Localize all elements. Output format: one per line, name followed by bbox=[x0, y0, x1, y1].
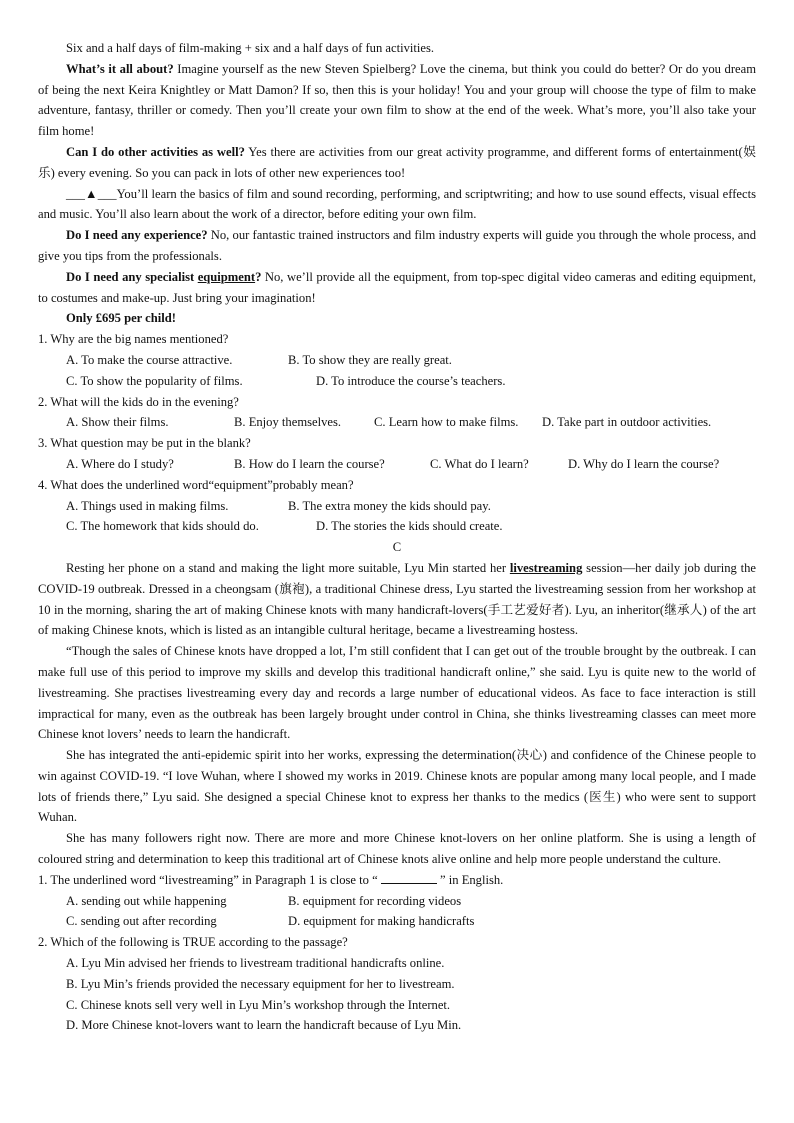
faq-paragraph-4 bbox=[38, 267, 756, 309]
question-item bbox=[38, 870, 756, 932]
underlined-word-equipment: equipment bbox=[197, 269, 256, 284]
faq-heading: Do I need any experience? bbox=[66, 228, 208, 243]
paragraph-text: Resting her phone on a stand and making the light more suitable, Lyu Min started her bbox=[66, 560, 510, 575]
option-list bbox=[38, 953, 756, 1036]
faq-body: Imagine yourself as the new Steven Spielberg? Love the cinema, but think you could do better? Or do you dream of being the next Keira Knightley or Matt Damon? If so, then this is your holiday! You and your group will choose the type of film to make adventure, fantasy, thriller or comedy. Then you’ll create your own film to show at the end of the week. What’s more, you’ll also take your film home! bbox=[38, 61, 756, 139]
answer-blank bbox=[381, 870, 437, 884]
option-a: A. Show their films. bbox=[66, 415, 169, 430]
stem-text: 1. The underlined word “livestreaming” in Paragraph 1 is close to “ bbox=[38, 872, 381, 887]
question-item bbox=[38, 433, 756, 475]
option-d: D. Take part in outdoor activities. bbox=[542, 415, 712, 430]
faq-body: No, we’ll provide all the equipment, from top-spec digital video cameras and editing equipment, to costumes and make-up. Just bring your imagination! bbox=[38, 269, 756, 305]
faq-heading-text: Do I need any specialist bbox=[66, 269, 198, 284]
faq-heading: What’s it all about? bbox=[66, 61, 174, 76]
option-a: A. Lyu Min advised her friends to livestream traditional handicrafts online. bbox=[66, 956, 445, 971]
option-a: A. To make the course attractive. bbox=[66, 352, 233, 367]
option-b: B. equipment for recording videos bbox=[288, 893, 462, 908]
option-c: C. Learn how to make films. bbox=[374, 415, 519, 430]
option-b: B. The extra money the kids should pay. bbox=[288, 498, 491, 513]
option-c: C. The homework that kids should do. bbox=[66, 519, 259, 534]
option-b: B. To show they are really great. bbox=[288, 352, 452, 367]
question-stem: 3. What question may be put in the blank? bbox=[38, 436, 251, 451]
passage-c-paragraph-3: She has integrated the anti-epidemic spirit into her works, expressing the determination(决心) and confidence of the Chinese people to win against COVID-19. “I love Wuhan, where I showed my works in 2019. Chinese knots are popular among many local people, and I made lots of friends there,” Lyu said. She designed a special Chinese knot to express her thanks to the medics (医生) who were sent to support Wuhan. bbox=[38, 748, 756, 825]
faq-heading: Can I do other activities as well? bbox=[66, 144, 245, 159]
faq-heading bbox=[66, 270, 261, 284]
faq-body: No, our fantastic trained instructors and film industry experts will guide you through the whole process, and give you tips from the professionals. bbox=[38, 228, 756, 263]
question-item bbox=[38, 392, 756, 434]
option-b: B. Enjoy themselves. bbox=[234, 415, 342, 430]
stem-text: ” in English. bbox=[436, 872, 504, 887]
option-d: D. equipment for making handicrafts bbox=[288, 914, 475, 929]
option-d: D. More Chinese knot-lovers want to learn the handicraft because of Lyu Min. bbox=[66, 1018, 462, 1033]
exam-page bbox=[38, 38, 756, 1036]
questions-b bbox=[38, 329, 756, 537]
option-d: D. The stories the kids should create. bbox=[316, 519, 503, 534]
passage-c-paragraph-4: She has many followers right now. There are more and more Chinese knot-lovers on her online platform. She is using a length of coloured string and determination to keep this traditional art of Chinese knots alive online and help more people understand the culture. bbox=[38, 831, 756, 867]
question-stem: 1. Why are the big names mentioned? bbox=[38, 332, 229, 347]
question-item bbox=[38, 932, 756, 1036]
faq-paragraph-3 bbox=[38, 225, 756, 267]
faq-body: You’ll learn the basics of film and sound recording, performing, and scriptwriting; and how to use sound effects, visual effects and music. You’ll also learn about the work of a director, before editing your own film. bbox=[38, 186, 757, 222]
question-item bbox=[38, 329, 756, 391]
passage-b bbox=[38, 38, 756, 329]
passage-c bbox=[38, 558, 756, 870]
option-a: A. Where do I study? bbox=[66, 456, 174, 471]
question-stem: 4. What does the underlined word“equipment”probably mean? bbox=[38, 477, 354, 492]
option-row bbox=[38, 412, 756, 433]
underlined-word-livestreaming: livestreaming bbox=[509, 560, 583, 575]
option-c: C. What do I learn? bbox=[430, 456, 529, 471]
option-row bbox=[38, 516, 756, 537]
option-b: B. Lyu Min’s friends provided the necessary equipment for her to livestream. bbox=[66, 976, 455, 991]
section-label-c: C bbox=[392, 540, 402, 555]
faq-paragraph-1 bbox=[38, 59, 756, 142]
option-b: B. How do I learn the course? bbox=[234, 456, 385, 471]
questions-c bbox=[38, 870, 756, 1036]
faq-heading-punct: ? bbox=[255, 269, 262, 284]
question-stem bbox=[38, 870, 756, 891]
option-row bbox=[38, 350, 756, 371]
question-stem: 2. What will the kids do in the evening? bbox=[38, 394, 239, 409]
passage-c-paragraph-1 bbox=[38, 558, 756, 641]
question-stem: 2. Which of the following is TRUE according to the passage? bbox=[38, 935, 348, 950]
faq-paragraph-blank bbox=[38, 184, 756, 226]
price-line: Only £695 per child! bbox=[66, 311, 176, 326]
option-row bbox=[38, 371, 756, 392]
option-d: D. Why do I learn the course? bbox=[568, 456, 720, 471]
option-row bbox=[38, 911, 756, 932]
option-c: C. Chinese knots sell very well in Lyu Min’s workshop through the Internet. bbox=[66, 997, 451, 1012]
option-row bbox=[38, 454, 756, 475]
passage-c-paragraph-2: “Though the sales of Chinese knots have dropped a lot, I’m still confident that I can get out of the trouble brought by the outbreak. I can make full use of this period to improve my skills and develop this traditional handicraft online,” she said. Lyu is quite new to the world of livestreaming. She practises livestreaming every day and records a large number of educational videos. As face to face interaction is still impractical for many, even as the outbreak has been largely brought under control in China, she thinks livestreaming classes can meet more Chinese knot lovers’ needs to learn the handicraft. bbox=[38, 644, 756, 742]
option-row bbox=[38, 496, 756, 517]
blank-marker: ___▲___ bbox=[66, 186, 117, 201]
option-a: A. sending out while happening bbox=[66, 893, 227, 908]
paragraph-text: session—her daily job during the COVID-19 outbreak. Dressed in a cheongsam (旗袍), a traditional Chinese dress, Lyu started the livestreaming session from her workshop at 10 in the morning, sharing the art of making Chinese knots with many handicraft-lovers(手工艺爱好者). Lyu, an inheritor(继承人) of the art of making Chinese knots, which is listed as an intangible cultural heritage, became a livestreaming hostess. bbox=[38, 560, 756, 638]
option-d: D. To introduce the course’s teachers. bbox=[316, 373, 506, 388]
faq-body: Yes there are activities from our great activity programme, and different forms of entertainment(娱乐) every evening. So you can pack in lots of other new experiences too! bbox=[38, 144, 757, 180]
intro-line: Six and a half days of film-making + six and a half days of fun activities. bbox=[66, 41, 435, 55]
option-row bbox=[38, 891, 756, 912]
option-c: C. sending out after recording bbox=[66, 914, 217, 929]
question-item bbox=[38, 475, 756, 537]
option-c: C. To show the popularity of films. bbox=[66, 373, 243, 388]
faq-paragraph-2 bbox=[38, 142, 756, 184]
option-a: A. Things used in making films. bbox=[66, 498, 229, 513]
